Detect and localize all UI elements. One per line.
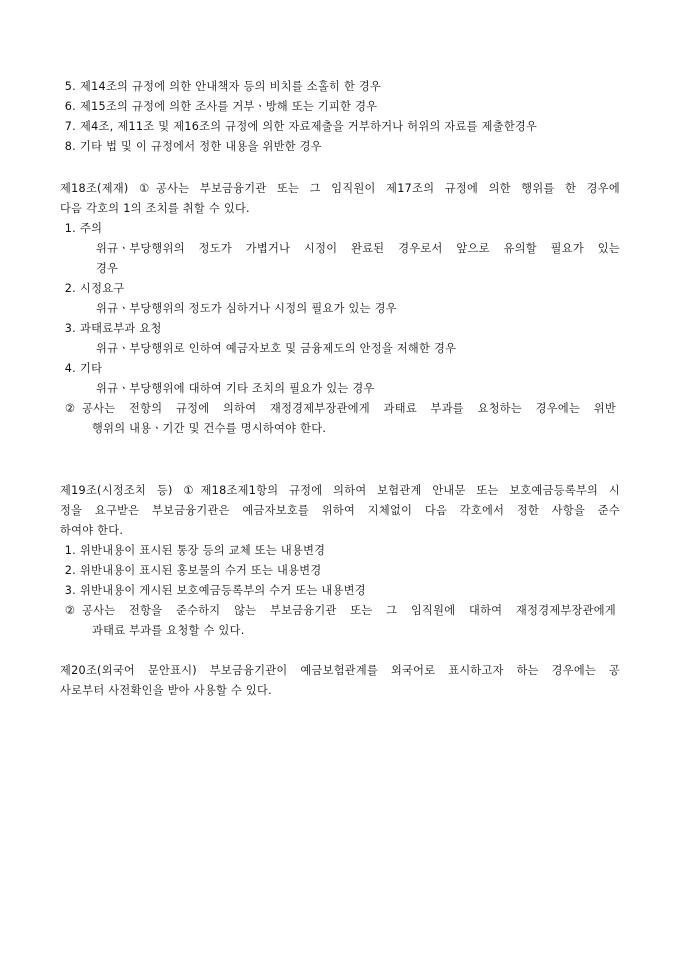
article-19-text: 정을 요구받은 부보금융기관은 예금자보호를 위하여 지체없이 다음 각호에서 정한 사항을 준수 xyxy=(60,504,620,517)
list-item: 6. 제15조의 규정에 의한 조사를 거부ㆍ방해 또는 기피한 경우 xyxy=(64,100,378,113)
article-19-text-cont: 하여야 한다. xyxy=(60,524,124,537)
article-18-item-1: 1. 주의 xyxy=(64,222,103,235)
list-item: 5. 제14조의 규정에 의한 안내책자 등의 비치를 소홀히 한 경우 xyxy=(64,80,382,93)
article-20-heading: 제20조(외국어 문안표시) 부보금융기관이 예금보험관계를 외국어로 표시하고자 하는 경우에는 공 xyxy=(60,664,620,677)
article-19-heading: 제19조(시정조치 등) ①제18조제1항의 규정에 의하여 보험관계 안내문 또는 보호예금등록부의 시 xyxy=(60,484,620,497)
article-18-heading: 제18조(제재) ①공사는 부보금융기관 또는 그 임직원이 제17조의 규정에 의한 행위를 한 경우에 xyxy=(60,182,620,195)
article-20-text: 사로부터 사전확인을 받아 사용할 수 있다. xyxy=(60,684,272,697)
article-18-item-4: 4. 기타 xyxy=(64,362,103,375)
article-19-para-2-cont: 과태료 부과를 요청할 수 있다. xyxy=(92,624,245,637)
article-19-item-1: 1. 위반내용이 표시된 통장 등의 교체 또는 내용변경 xyxy=(64,544,326,557)
article-18-item-1-desc-cont: 경우 xyxy=(96,262,119,275)
article-19-para-2: ② 공사는 전항을 준수하지 않는 부보금융기관 또는 그 임직원에 대하여 재정경제부장관에게 xyxy=(64,604,616,617)
article-18-item-2-desc: 위규ㆍ부당행위의 정도가 심하거나 시정의 필요가 있는 경우 xyxy=(96,302,397,315)
article-18-item-3-desc: 위규ㆍ부당행위로 인하여 예금자보호 및 금융제도의 안정을 저해한 경우 xyxy=(96,342,457,355)
article-18-text: 다음 각호의 1의 조치를 취할 수 있다. xyxy=(60,202,250,215)
article-18-item-4-desc: 위규ㆍ부당행위에 대하여 기타 조치의 필요가 있는 경우 xyxy=(96,382,375,395)
article-18-item-1-desc: 위규ㆍ부당행위의 정도가 가볍거나 시정이 완료된 경우로서 앞으로 유의할 필요가 있는 xyxy=(96,242,620,255)
article-19-item-2: 2. 위반내용이 표시된 홍보물의 수거 또는 내용변경 xyxy=(64,564,322,577)
article-18-para-2: ② 공사는 전항의 규정에 의하여 재정경제부장관에게 과태료 부과를 요청하는 경우에는 위반 xyxy=(64,402,616,415)
article-18-para-2-cont: 행위의 내용ㆍ기간 및 건수를 명시하여야 한다. xyxy=(92,422,327,435)
article-19-item-3: 3. 위반내용이 게시된 보호예금등록부의 수거 또는 내용변경 xyxy=(64,584,366,597)
list-item: 7. 제4조, 제11조 및 제16조의 규정에 의한 자료제출을 거부하거나 허위의 자료를 제출한경우 xyxy=(64,120,538,133)
list-item: 8. 기타 법 및 이 규정에서 정한 내용을 위반한 경우 xyxy=(64,140,322,153)
article-18-item-2: 2. 시정요구 xyxy=(64,282,125,295)
article-18-item-3: 3. 과태료부과 요청 xyxy=(64,322,162,335)
